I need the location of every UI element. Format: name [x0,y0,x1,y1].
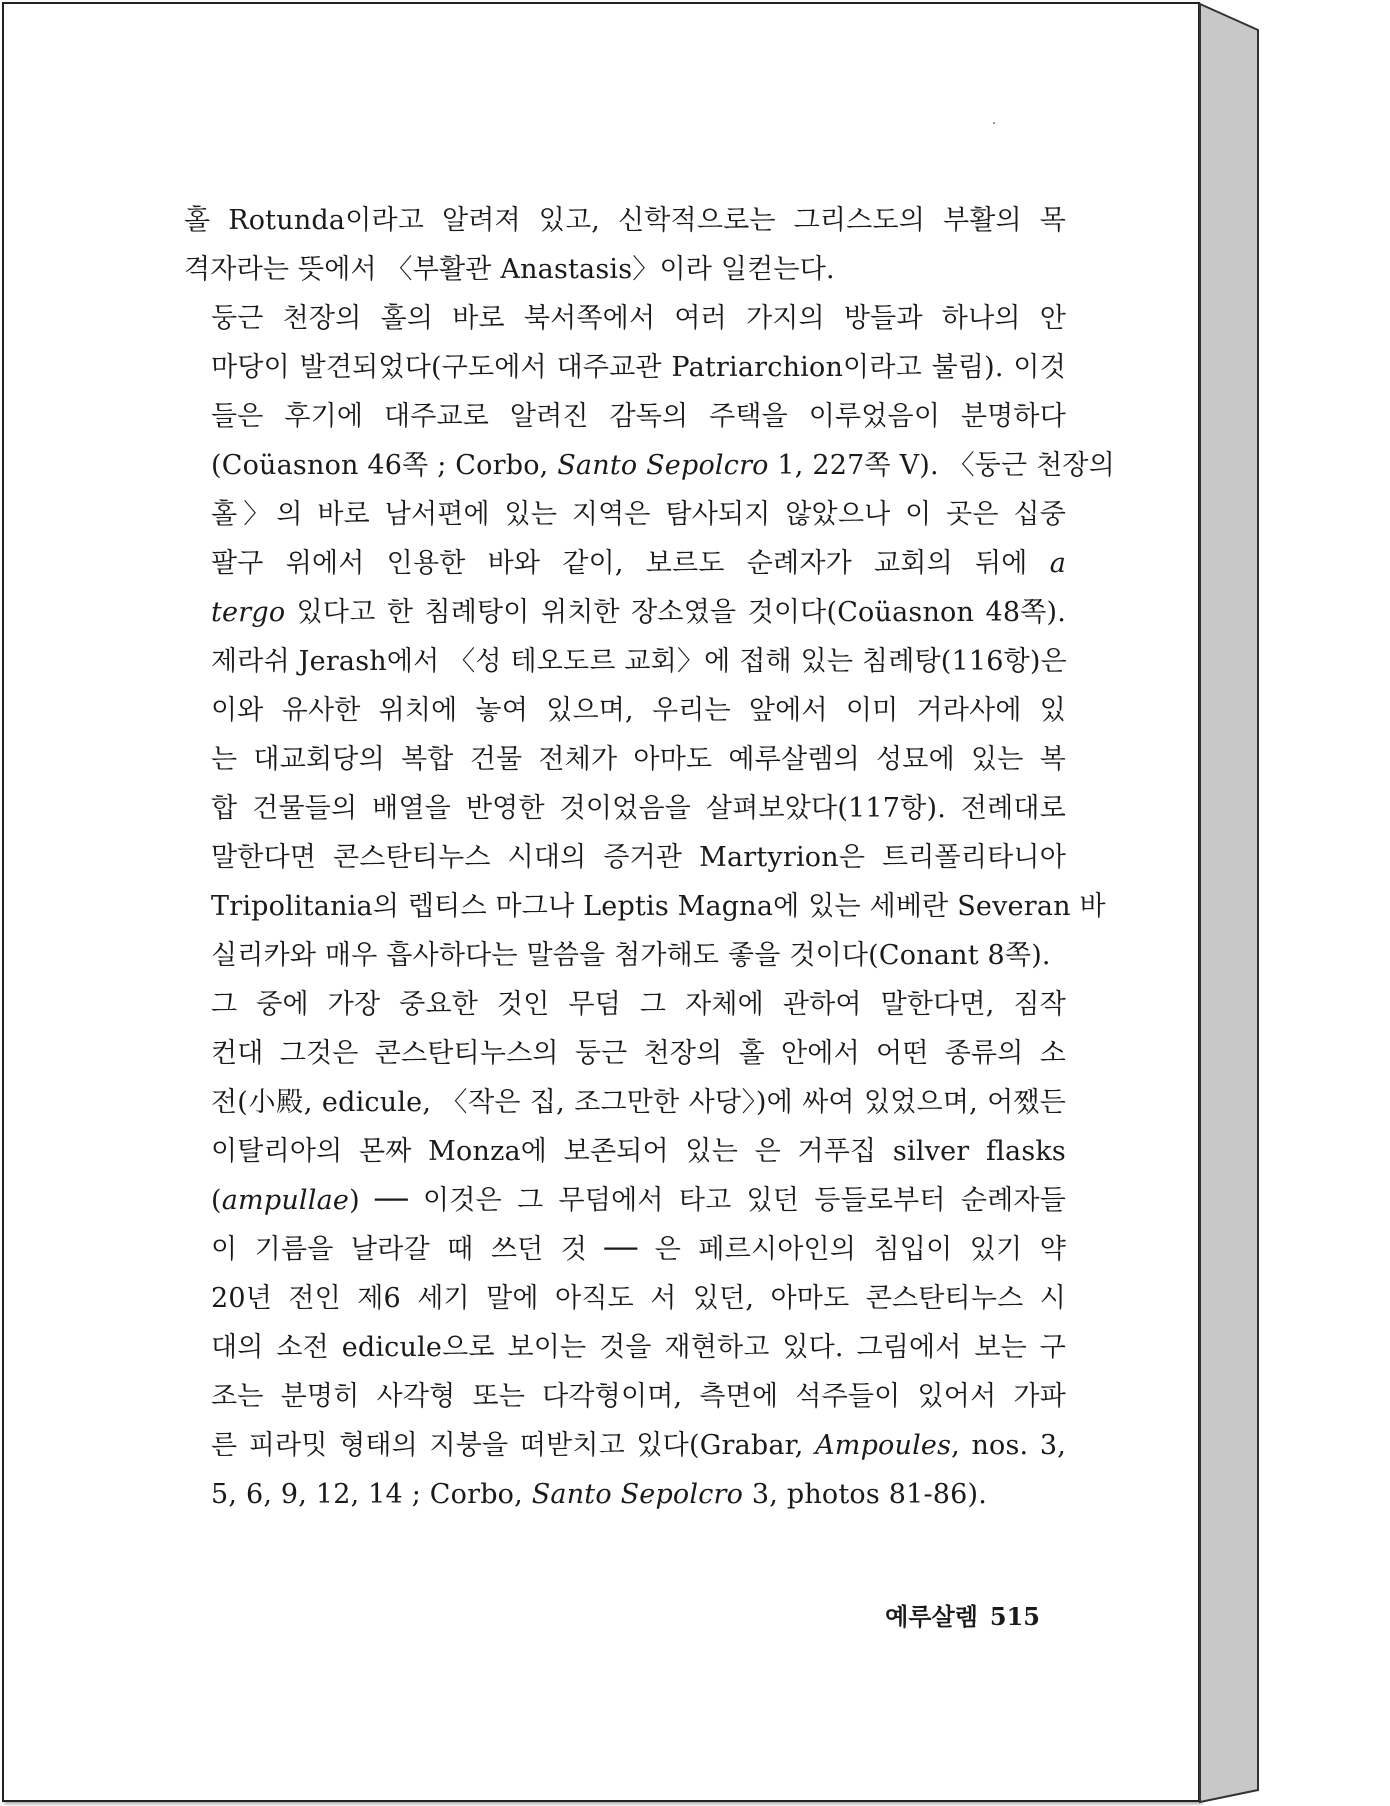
text-line [184,1029,1066,1078]
text-run: 팔구 위에서 인용한 바와 같이, 보르도 순례자가 교회의 뒤에 [211,548,1050,579]
text-run: 마당이 발견되었다(구도에서 대주교관 Patriarchion이라고 불림). 이것 [211,352,1066,383]
text-line [184,735,1066,784]
text-run: 말한다면 콘스탄티누스 시대의 증거관 Martyrion은 트리폴리타니아 [211,842,1066,873]
text-line [184,931,1066,980]
text-line [184,882,1106,931]
italic-text: ampullae [221,1185,350,1216]
text-run: 컨대 그것은 콘스탄티누스의 둥근 천장의 홀 안에서 어떤 종류의 소 [211,1038,1066,1069]
page-number: 515 [989,1602,1040,1631]
text-line [184,1323,1066,1372]
text-run: 른 피라밋 형태의 지붕을 떠받치고 있다(Grabar, [211,1430,816,1461]
text-line [184,833,1066,882]
text-line [184,441,1115,490]
text-line [184,784,1066,833]
text-run: 이 기름을 날라갈 때 쓰던 것 ── 은 페르시아인의 침입이 있기 약 [211,1234,1066,1265]
text-line [184,294,1066,343]
text-line [184,1225,1066,1274]
text-run: 1, 227쪽 V). 〈둥근 천장의 [768,450,1115,481]
text-run: 있다고 한 침례탕이 위치한 장소였을 것이다(Coüasnon 48쪽). [285,597,1066,628]
text-line [184,1078,1066,1127]
italic-text: a [1049,548,1066,579]
text-run: 들은 후기에 대주교로 알려진 감독의 주택을 이루었음이 분명하다 [211,401,1066,432]
text-line [184,1421,1066,1470]
text-run: 이탈리아의 몬짜 Monza에 보존되어 있는 은 거푸집 silver flasks [211,1136,1066,1167]
text-line [184,1372,1066,1421]
text-line [184,490,1066,539]
text-run: 둥근 천장의 홀의 바로 북서쪽에서 여러 가지의 방들과 하나의 안 [211,303,1066,334]
paragraph-3 [184,980,1066,1519]
text-run: 합 건물들의 배열을 반영한 것이었음을 살펴보았다(117항). 전례대로 [211,793,1066,824]
text-run: 이와 유사한 위치에 놓여 있으며, 우리는 앞에서 이미 거라사에 있 [211,695,1066,726]
paragraph-1 [184,196,1066,294]
text-run: 제라쉬 Jerash에서 〈성 테오도르 교회〉에 접해 있는 침례탕(116항)은 [211,646,1067,677]
text-line [184,1176,1066,1225]
italic-text: Santo Sepolcro [531,1479,744,1510]
running-head: 예루살렘 [885,1603,978,1631]
text-run: 20년 전인 제6 세기 말에 아직도 서 있던, 아마도 콘스탄티누스 시 [211,1283,1066,1314]
text-run: 홀〉의 바로 남서편에 있는 지역은 탐사되지 않았으나 이 곳은 십중 [211,499,1066,530]
text-line [184,392,1066,441]
text-run: , nos. 3, [951,1430,1066,1461]
italic-text: Santo Sepolcro [557,450,769,481]
text-run: 3, photos 81-86). [743,1479,988,1510]
text-line [184,980,1066,1029]
page-footer [880,1602,1040,1632]
text-line [184,686,1066,735]
text-line [184,196,1066,245]
text-run: ) ── 이것은 그 무덤에서 타고 있던 등들로부터 순례자들 [349,1185,1066,1216]
text-line [184,1274,1066,1323]
text-run: 조는 분명히 사각형 또는 다각형이며, 측면에 석주들이 있어서 가파 [211,1381,1066,1412]
text-run: 는 대교회당의 복합 건물 전체가 아마도 예루살렘의 성묘에 있는 복 [211,744,1066,775]
text-run: 그 중에 가장 중요한 것인 무덤 그 자체에 관하여 말한다면, 짐작 [211,989,1066,1020]
text-line [184,1127,1066,1176]
text-run: Tripolitania의 렙티스 마그나 Leptis Magna에 있는 세베란 Severan 바 [211,891,1106,922]
text-run: 실리카와 매우 흡사하다는 말씀을 첨가해도 좋을 것이다(Conant 8쪽). [211,940,1051,971]
italic-text: tergo [211,597,286,628]
text-line [184,343,1066,392]
text-line [184,637,1066,686]
text-run: 대의 소전 edicule으로 보이는 것을 재현하고 있다. 그림에서 보는 구 [211,1332,1066,1363]
text-line [184,245,1066,294]
text-run: 홀 Rotunda이라고 알려져 있고, 신학적으로는 그리스도의 부활의 목 [184,205,1066,236]
italic-text: Ampoules [815,1430,952,1461]
text-line [184,539,1066,588]
text-run: 격자라는 뜻에서 〈부활관 Anastasis〉이라 일컫는다. [184,254,835,285]
paragraph-2 [184,294,1115,980]
text-line [184,588,1066,637]
text-run: (Coüasnon 46쪽 ; Corbo, [211,450,558,481]
text-run: 전(小殿, edicule, 〈작은 집, 조그만한 사당〉)에 싸여 있었으며, 어쨌든 [211,1087,1066,1118]
text-run: 5, 6, 9, 12, 14 ; Corbo, [211,1479,532,1510]
text-run: ( [211,1185,222,1216]
body-text [184,196,1115,1519]
text-line [184,1470,1066,1519]
speck-mark [993,122,995,124]
